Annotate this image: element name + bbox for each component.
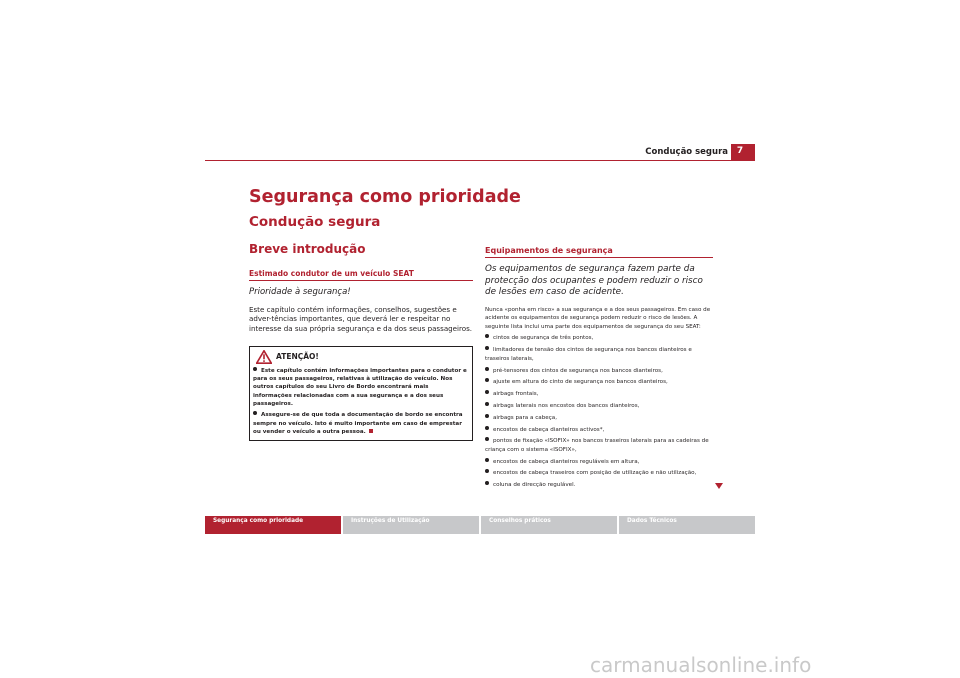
left-body: Este capítulo contém informações, conselhos, sugestões e adver-tências importantes, que deverá ler e respeitar no interesse da sua própria segurança e da dos seus passageiros.	[249, 304, 473, 334]
bullet-icon	[485, 390, 489, 394]
right-subheading: Equipamentos de segurança	[485, 246, 713, 258]
continue-arrow-icon	[715, 483, 723, 489]
warning-box	[249, 346, 473, 441]
left-column	[249, 269, 473, 441]
section-title: Condução segura	[249, 214, 381, 230]
list-item: airbags laterais nos encostos dos bancos dianteiros,	[485, 402, 713, 411]
warning-triangle-icon	[256, 350, 272, 364]
list-item: encostos de cabeça dianteiros reguláveis em altura,	[485, 458, 713, 467]
warning-title: ATENÇÃO!	[276, 352, 319, 362]
list-item: encostos de cabeça dianteiros activos*,	[485, 426, 713, 435]
subsection-title: Breve introdução	[249, 242, 366, 256]
list-item: airbags frontais,	[485, 390, 713, 399]
footer-tab-instructions[interactable]: Instruções de Utilização	[343, 516, 479, 534]
running-header-title: Condução segura	[645, 147, 728, 157]
header-rule	[205, 160, 731, 161]
footer-tab-practical-tips[interactable]: Conselhos práticos	[481, 516, 617, 534]
end-of-section-icon	[369, 429, 373, 433]
warning-item: Assegure-se de que toda a documentação de bordo se encontra sempre no veículo. Isto é muito importante em caso de emprestar ou vender o veículo a outra pessoa.	[253, 412, 463, 435]
footer-tab-technical-data[interactable]: Dados Técnicos	[619, 516, 755, 534]
left-subheading: Estimado condutor de um veículo SEAT	[249, 269, 473, 281]
list-item: pontos de fixação «ISOFIX» nos bancos traseiros laterais para as cadeiras de criança com o sistema «ISOFIX»,	[485, 438, 709, 453]
footer-tab-safety[interactable]: Segurança como prioridade	[205, 516, 341, 534]
left-lead: Prioridade à segurança!	[249, 287, 351, 297]
bullet-icon	[485, 402, 489, 406]
page-number: 7	[736, 146, 744, 156]
bullet-icon	[485, 469, 489, 473]
right-body: Nunca «ponha em risco» a sua segurança e a dos seus passageiros. Em caso de acidente os equipamentos de segurança podem reduzir o risco de lesões. A seguinte lista inclui uma parte dos equipamentos de segurança do seu SEAT:	[485, 306, 711, 330]
bullet-icon	[485, 437, 489, 441]
warning-item: Este capítulo contém informações importantes para o condutor e para os seus passageiros, relativas à utilização do veículo. Nos outros capítulos do seu Livro de Bordo encontrará mais informações relacionadas com a sua segurança e a dos seus passageiros.	[253, 367, 467, 408]
bullet-icon	[253, 367, 257, 371]
bullet-icon	[253, 411, 257, 415]
bullet-icon	[485, 414, 489, 418]
warning-header	[253, 350, 469, 364]
bullet-icon	[485, 378, 489, 382]
bullet-icon	[485, 334, 489, 338]
list-item: encostos de cabeça traseiros com posição de utilização e não utilização,	[485, 469, 713, 478]
list-item: ajuste em altura do cinto de segurança nos bancos dianteiros,	[485, 378, 713, 387]
bullet-icon	[485, 426, 489, 430]
right-column	[485, 246, 713, 490]
bullet-icon	[485, 458, 489, 462]
safety-equipment-list	[485, 334, 713, 489]
list-item: airbags para a cabeça,	[485, 414, 713, 423]
list-item: limitadores de tensão dos cintos de segurança nos bancos dianteiros e traseiros laterais,	[485, 347, 692, 362]
list-item: coluna de direcção regulável.	[485, 481, 713, 490]
watermark: carmanualsonline.info	[590, 653, 812, 677]
right-lead: Os equipamentos de segurança fazem parte da protecção dos ocupantes e podem reduzir o risco de lesões em caso de acidente.	[485, 264, 703, 297]
bullet-icon	[485, 481, 489, 485]
list-item: cintos de segurança de três pontos,	[485, 334, 713, 343]
bullet-icon	[485, 367, 489, 371]
footer-nav	[205, 516, 755, 534]
chapter-title: Segurança como prioridade	[249, 187, 521, 207]
list-item: pré-tensores dos cintos de segurança nos bancos dianteiros,	[485, 367, 713, 376]
bullet-icon	[485, 346, 489, 350]
